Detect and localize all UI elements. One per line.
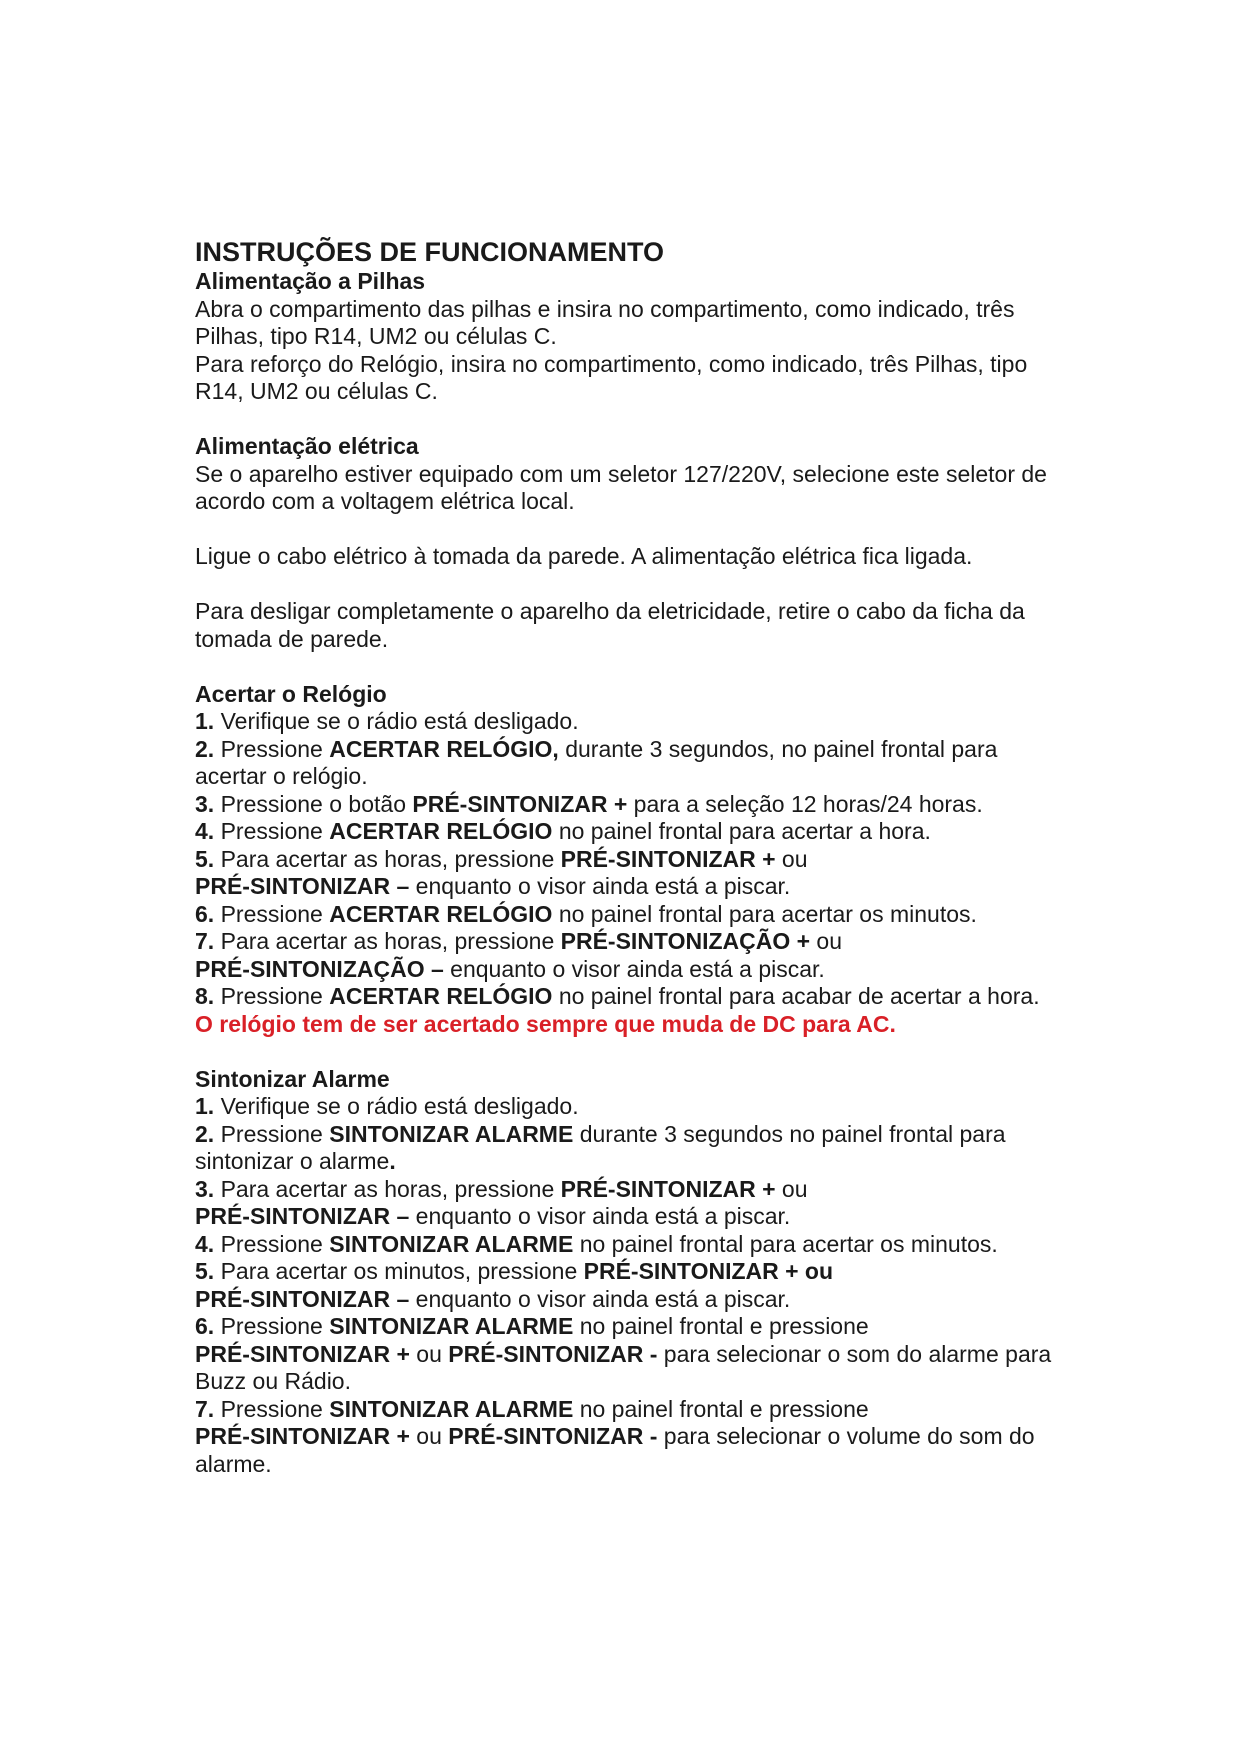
alarm-step-4: 4. Pressione SINTONIZAR ALARME no painel frontal para acertar os minutos. [195, 1230, 998, 1257]
electric-paragraph-1: Se o aparelho estiver equipado com um seletor 127/220V, selecione este seletor de acordo com a voltagem elétrica local. [195, 460, 1047, 514]
alarm-step-2: 2. Pressione SINTONIZAR ALARME durante 3 segundos no painel frontal para sintonizar o alarme. [195, 1120, 1006, 1174]
clock-step-8: 8. Pressione ACERTAR RELÓGIO no painel frontal para acabar de acertar a hora. [195, 983, 1040, 1009]
page-title: INSTRUÇÕES DE FUNCIONAMENTO [195, 237, 665, 267]
clock-step-3: 3. Pressione o botão PRÉ-SINTONIZAR + para a seleção 12 horas/24 horas. [195, 790, 983, 817]
alarm-step-6: 6. Pressione SINTONIZAR ALARME no painel frontal e pressione PRÉ-SINTONIZAR + ou PRÉ-SINTONIZAR - para selecionar o som do alarme para Buzz ou Rádio. [195, 1313, 1052, 1394]
alarm-step-1: 1. Verifique se o rádio está desligado. [195, 1093, 579, 1119]
clock-step-5: 5. Para acertar as horas, pressione PRÉ-SINTONIZAR + ou PRÉ-SINTONIZAR – enquanto o visor ainda está a piscar. [195, 845, 808, 899]
section-heading-clock: Acertar o Relógio [195, 680, 387, 707]
electric-paragraph-2: Ligue o cabo elétrico à tomada da parede. A alimentação elétrica fica ligada. [195, 543, 973, 569]
electric-paragraph-3: Para desligar completamente o aparelho da eletricidade, retire o cabo da ficha da tomada de parede. [195, 598, 1025, 652]
section-heading-electric: Alimentação elétrica [195, 433, 419, 459]
clock-step-4: 4. Pressione ACERTAR RELÓGIO no painel frontal para acertar a hora. [195, 818, 931, 844]
clock-warning: O relógio tem de ser acertado sempre que muda de DC para AC. [195, 1010, 896, 1037]
section-heading-battery: Alimentação a Pilhas [195, 268, 426, 294]
document-page [195, 236, 1075, 1478]
section-heading-alarm: Sintonizar Alarme [195, 1065, 390, 1092]
clock-step-6: 6. Pressione ACERTAR RELÓGIO no painel frontal para acertar os minutos. [195, 900, 977, 927]
clock-step-1: 1. Verifique se o rádio está desligado. [195, 708, 579, 734]
alarm-step-3: 3. Para acertar as horas, pressione PRÉ-SINTONIZAR + ou PRÉ-SINTONIZAR – enquanto o visor ainda está a piscar. [195, 1175, 808, 1229]
alarm-step-5: 5. Para acertar os minutos, pressione PRÉ-SINTONIZAR + ou PRÉ-SINTONIZAR – enquanto o visor ainda está a piscar. [195, 1258, 834, 1312]
clock-step-2: 2. Pressione ACERTAR RELÓGIO, durante 3 segundos, no painel frontal para acertar o relógio. [195, 735, 998, 789]
clock-step-7: 7. Para acertar as horas, pressione PRÉ-SINTONIZAÇÃO + ou PRÉ-SINTONIZAÇÃO – enquanto o visor ainda está a piscar. [195, 928, 843, 982]
battery-paragraph-1: Abra o compartimento das pilhas e insira no compartimento, como indicado, três Pilhas, tipo R14, UM2 ou células C. [195, 295, 1015, 349]
alarm-step-7: 7. Pressione SINTONIZAR ALARME no painel frontal e pressione PRÉ-SINTONIZAR + ou PRÉ-SINTONIZAR - para selecionar o volume do som do alarme. [195, 1395, 1035, 1477]
battery-paragraph-2: Para reforço do Relógio, insira no compartimento, como indicado, três Pilhas, tipo R14, UM2 ou células C. [195, 350, 1028, 404]
